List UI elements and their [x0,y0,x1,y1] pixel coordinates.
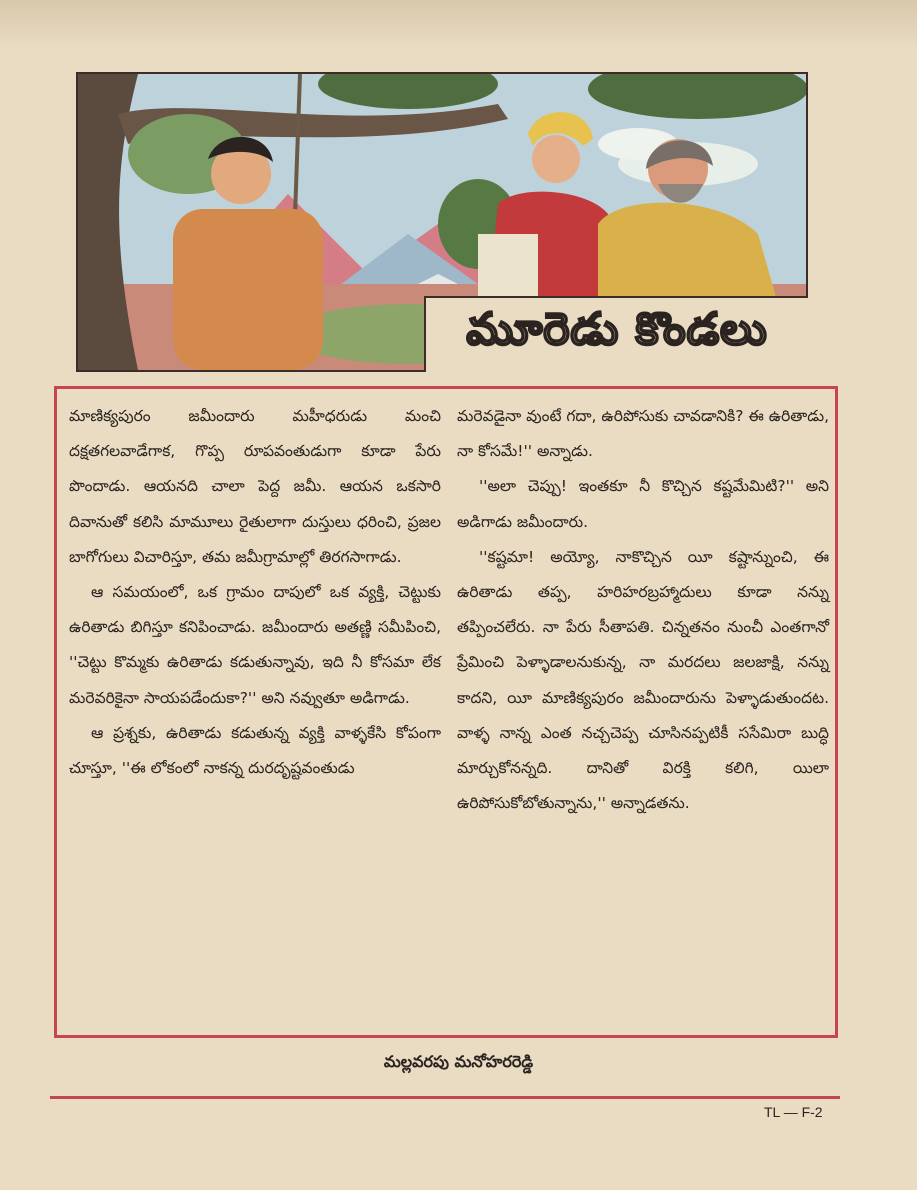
left-paragraph-3: ఆ ప్రశ్నకు, ఉరితాడు కడుతున్న వ్యక్తి వాళ్ళకేసి కోపంగా చూస్తూ, ''ఈ లోకంలో నాకన్న దురదృష్టవంతుడు [69,723,441,778]
page-code: TL — F-2 [764,1104,823,1120]
left-paragraph-1: మాణిక్యపురం జమీందారు మహీధరుడు మంచి దక్షతగలవాడేగాక, గొప్ప రూపవంతుడుగా కూడా పేరు పొందాడు. ఆయనది చాలా పెద్ద జమీ. ఆయన ఒకసారి దివానుతో కలిసి మామూలు రైతులాగా దుస్తులు ధరించి, ప్రజల బాగోగులు విచారిస్తూ, తమ జమీగ్రామాల్లో తిరగసాగాడు. [69,407,441,566]
right-column [457,399,829,821]
right-paragraph-1: మరెవడైనా వుంటే గదా, ఉరిపోసుకు చావడానికి? ఈ ఉరితాడు, నా కోసమే!'' అన్నాడు. [457,407,829,461]
right-paragraph-2: ''అలా చెప్పు! ఇంతకూ నీ కొచ్చిన కష్టమేమిటి?'' అని అడిగాడు జమీందారు. [457,477,829,531]
right-paragraph-3: ''కష్టమా! అయ్యో, నాకొచ్చిన యీ కష్టాన్నుంచి, ఈ ఉరితాడు తప్ప, హరిహరబ్రహ్మాదులు కూడా నన్ను తప్పించలేరు. నా పేరు సీతాపతి. చిన్నతనం నుంచీ ఎంతగానో ప్రేమించి పెళ్ళాడాలనుకున్న, నా మరదలు జలజాక్షి, నన్ను కాదని, యీ మాణిక్యపురం జమీందారును పెళ్ళాడుతుందట. వాళ్ళ నాన్న ఎంత నచ్చచెప్ప చూసినప్పటికీ ససేమిరా బుద్ధి మార్చుకోనన్నది. దానితో విరక్తి కలిగి, యిలా ఉరిపోసుకోబోతున్నాను,'' అన్నాడతను. [457,547,829,813]
divider-rule [50,1096,840,1099]
left-paragraph-2: ఆ సమయంలో, ఒక గ్రామం దాపులో ఒక వ్యక్తి, చెట్టుకు ఉరితాడు బిగిస్తూ కనిపించాడు. జమీందారు అతణ్ణి సమీపించి, ''చెట్టు కొమ్మకు ఉరితాడు కడుతున్నావు, ఇది నీ కోసమా లేక మరెవరికైనా సాయపడేందుకా?'' అని నవ్వుతూ అడిగాడు. [69,583,441,707]
title-panel [424,296,808,372]
left-column [69,399,441,786]
story-text-box [54,386,838,1038]
story-title: మూరెడు కొండలు [466,304,768,355]
author-name: మల్లవరపు మనోహరరెడ్డి [383,1052,534,1071]
page-top-edge [0,0,917,50]
